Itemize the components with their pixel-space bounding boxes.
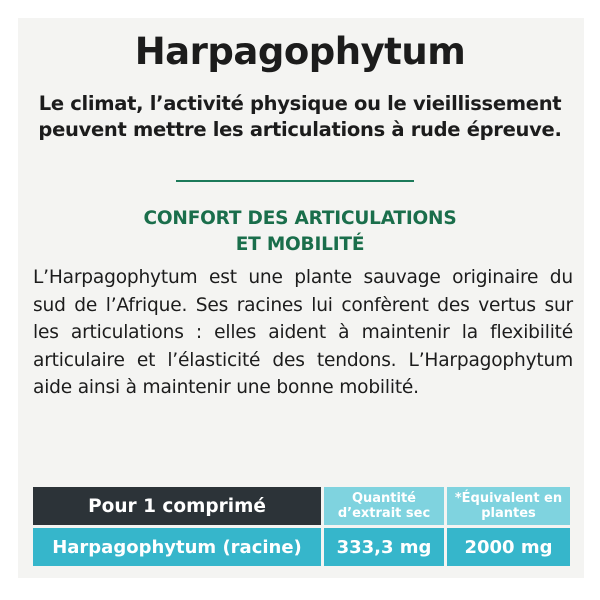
table-header-equivalent — [447, 487, 570, 525]
description-paragraph: L’Harpagophytum est une plante sauvage originaire du sud de l’Afrique. Ses racines lui confèrent des vertus sur les articulations : elles aident à maintenir la flexibilité articulaire et l’élasticité des tendons. L’Harpagophytum aide ainsi à maintenir une bonne mobilité. — [33, 267, 573, 398]
table-cell-extract: 333,3 mg — [324, 528, 444, 566]
intro-text — [0, 91, 600, 143]
intro-line-1: Le climat, l’activité physique ou le vieillissement — [38, 92, 562, 115]
table-header-equivalent-line-2: plantes — [481, 506, 536, 521]
composition-table — [33, 487, 570, 566]
section-heading-line-2: ET MOBILITÉ — [235, 234, 365, 255]
table-cell-equivalent: 2000 mg — [447, 528, 570, 566]
table-header-extract-line-1: Quantité — [351, 491, 417, 506]
section-divider — [176, 180, 414, 182]
intro-line-2: peuvent mettre les articulations à rude épreuve. — [38, 118, 562, 141]
section-heading-line-1: CONFORT DES ARTICULATIONS — [143, 208, 457, 229]
table-header-extract — [324, 487, 444, 525]
table-header-row — [33, 487, 570, 525]
section-heading — [0, 206, 600, 258]
table-cell-ingredient: Harpagophytum (racine) — [33, 528, 321, 566]
table-header-equivalent-line-1: *Équivalent en — [454, 491, 563, 506]
table-header-label: Pour 1 comprimé — [33, 487, 321, 525]
table-row — [33, 528, 570, 566]
product-title: Harpagophytum — [134, 30, 466, 73]
table-header-extract-line-2: d’extrait sec — [337, 506, 431, 521]
